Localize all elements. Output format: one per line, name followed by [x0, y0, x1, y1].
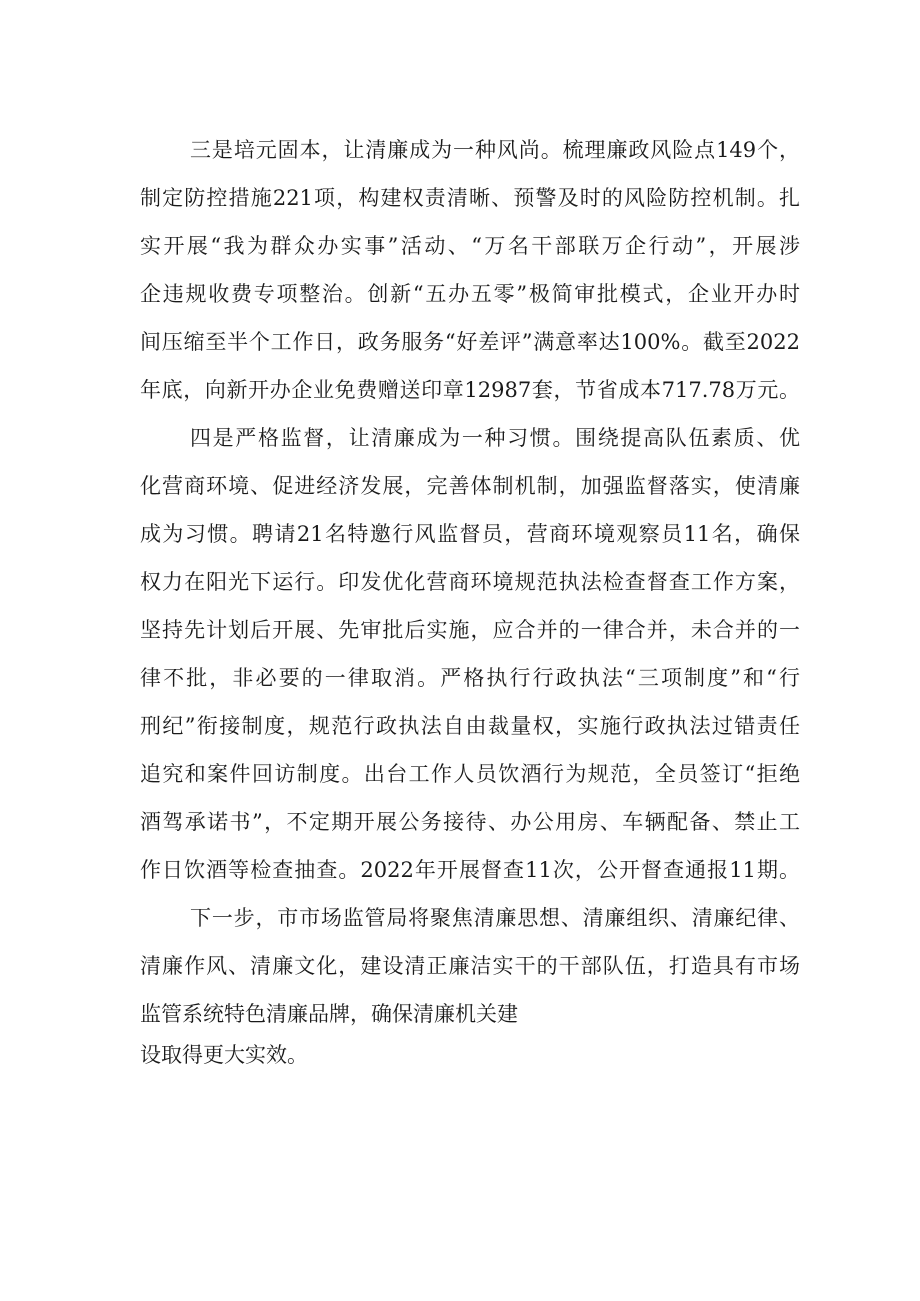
paragraph-line: 四是严格监督，让清廉成为一种习惯。围绕提高队伍素质、优 — [190, 426, 800, 450]
paragraph-line: 刑纪”衔接制度，规范行政执法自由裁量权，实施行政执法过错责任 — [140, 714, 800, 738]
paragraph-line: 律不批，非必要的一律取消。严格执行行政执法“三项制度”和“行 — [140, 666, 800, 690]
paragraph-line: 成为习惯。聘请21名特邀行风监督员，营商环境观察员11名，确保 — [140, 522, 800, 546]
paragraph-line: 坚持先计划后开展、先审批后实施，应合并的一律合并，未合并的一 — [140, 618, 800, 642]
paragraph-line: 权力在阳光下运行。印发优化营商环境规范执法检查督查工作方案， — [140, 570, 800, 594]
paragraph-line: 间压缩至半个工作日，政务服务“好差评”满意率达100%。截至2022 — [140, 330, 800, 354]
paragraph-line: 年底，向新开办企业免费赠送印章12987套，节省成本717.78万元。 — [140, 378, 800, 402]
paragraph-line: 清廉作风、清廉文化，建设清正廉洁实干的干部队伍，打造具有市场 — [140, 954, 800, 978]
paragraph-line: 化营商环境、促进经济发展，完善体制机制，加强监督落实，使清廉 — [140, 474, 800, 498]
paragraph-line: 作日饮酒等检查抽查。2022年开展督查11次，公开督查通报11期。 — [140, 858, 800, 882]
paragraph-line: 制定防控措施221项，构建权责清晰、预警及时的风险防控机制。扎 — [140, 186, 800, 210]
paragraph-line: 下一步，市市场监管局将聚焦清廉思想、清廉组织、清廉纪律、 — [190, 906, 800, 930]
paragraph-line: 酒驾承诺书”，不定期开展公务接待、办公用房、车辆配备、禁止工 — [140, 810, 800, 834]
paragraph-line: 追究和案件回访制度。出台工作人员饮酒行为规范，全员签订“拒绝 — [140, 762, 800, 786]
paragraph-line: 企违规收费专项整治。创新“五办五零”极简审批模式，企业开办时 — [140, 282, 800, 306]
paragraph-line: 实开展“我为群众办实事”活动、“万名干部联万企行动”，开展涉 — [140, 234, 800, 258]
paragraph-line: 监管系统特色清廉品牌，确保清廉机关建 — [140, 1002, 518, 1026]
paragraph-line: 三是培元固本，让清廉成为一种风尚。梳理廉政风险点149个， — [190, 138, 800, 162]
paragraph-line: 设取得更大实效。 — [140, 1043, 308, 1067]
